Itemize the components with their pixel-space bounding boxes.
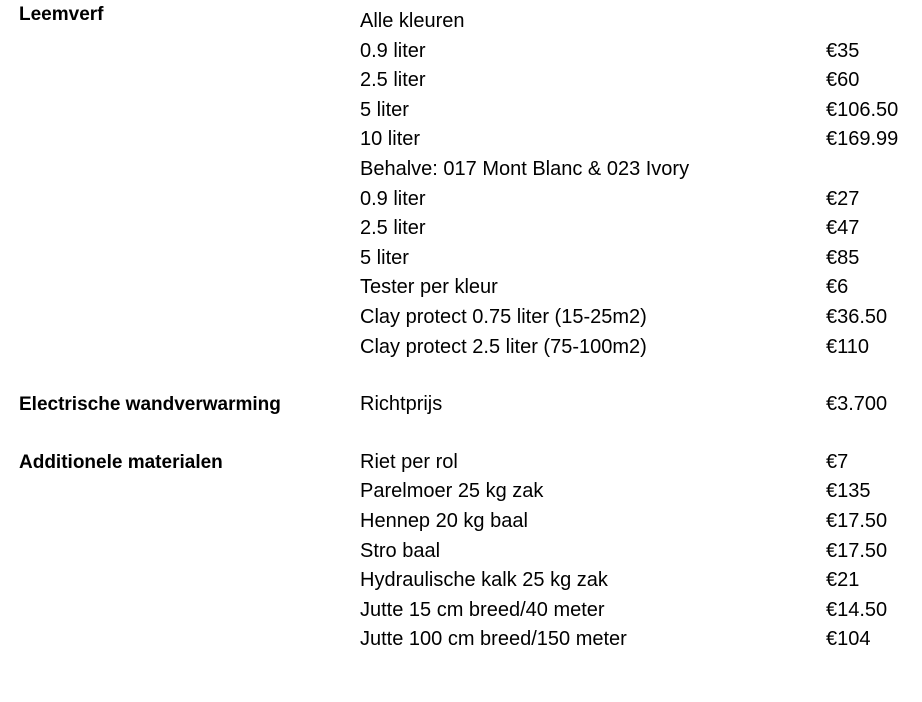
- section-title: Additionele materialen: [19, 451, 223, 473]
- item-price: €3.700: [826, 393, 888, 416]
- item-price: €135: [826, 480, 871, 503]
- price-row: [0, 477, 922, 507]
- item-description: Clay protect 2.5 liter (75-100m2): [360, 335, 647, 358]
- item-description: Tester per kleur: [360, 276, 498, 299]
- price-row: [0, 96, 922, 126]
- item-description: Stro baal: [360, 539, 441, 562]
- item-price: €47: [826, 217, 860, 240]
- price-row: [0, 185, 922, 215]
- price-row: [0, 390, 922, 420]
- price-row: [0, 333, 922, 363]
- item-description: 5 liter: [360, 246, 409, 269]
- item-description: Hydraulische kalk 25 kg zak: [360, 569, 608, 592]
- item-description: Riet per rol: [360, 450, 458, 473]
- item-description: Jutte 15 cm breed/40 meter: [360, 598, 605, 621]
- price-section: [0, 390, 922, 420]
- section-title: Leemverf: [19, 4, 104, 25]
- item-description: 5 liter: [360, 98, 409, 121]
- section-rows: [0, 448, 922, 655]
- item-price: €7: [826, 450, 849, 473]
- item-description: Hennep 20 kg baal: [360, 509, 528, 532]
- item-price: €169.99: [826, 128, 899, 151]
- price-row: [0, 448, 922, 478]
- price-row: [0, 244, 922, 274]
- item-price: €17.50: [826, 539, 888, 562]
- section-rows: [0, 390, 922, 420]
- price-row: [0, 596, 922, 626]
- price-row: [0, 37, 922, 67]
- item-description: Behalve: 017 Mont Blanc & 023 Ivory: [360, 157, 690, 180]
- section-title: Electrische wandverwarming: [19, 394, 281, 416]
- price-row: [0, 566, 922, 596]
- item-description: Parelmoer 25 kg zak: [360, 480, 544, 503]
- item-price: €17.50: [826, 509, 888, 532]
- item-description: Alle kleuren: [360, 10, 465, 32]
- item-price: €35: [826, 39, 860, 62]
- price-row: [0, 155, 922, 185]
- price-row: [0, 625, 922, 655]
- item-price: €85: [826, 246, 860, 269]
- item-description: 0.9 liter: [360, 187, 426, 210]
- item-description: 2.5 liter: [360, 69, 426, 92]
- price-row: [0, 537, 922, 567]
- item-description: Richtprijs: [360, 393, 443, 416]
- item-price: €60: [826, 69, 860, 92]
- price-row: [0, 7, 922, 37]
- item-description: 0.9 liter: [360, 39, 426, 62]
- item-description: 2.5 liter: [360, 217, 426, 240]
- item-price: €27: [826, 187, 860, 210]
- item-price: €36.50: [826, 305, 888, 328]
- price-section: [0, 448, 922, 655]
- item-price: €104: [826, 628, 871, 651]
- price-row: [0, 507, 922, 537]
- price-row: [0, 214, 922, 244]
- item-price: €6: [826, 276, 849, 299]
- item-description: Clay protect 0.75 liter (15-25m2): [360, 305, 647, 328]
- item-price: €106.50: [826, 98, 899, 121]
- price-row: [0, 303, 922, 333]
- price-row: [0, 125, 922, 155]
- item-description: Jutte 100 cm breed/150 meter: [360, 628, 627, 651]
- item-description: 10 liter: [360, 128, 421, 151]
- price-row: [0, 273, 922, 303]
- item-price: €14.50: [826, 598, 888, 621]
- price-row: [0, 66, 922, 96]
- item-price: €21: [826, 569, 860, 592]
- item-price: €110: [826, 335, 870, 358]
